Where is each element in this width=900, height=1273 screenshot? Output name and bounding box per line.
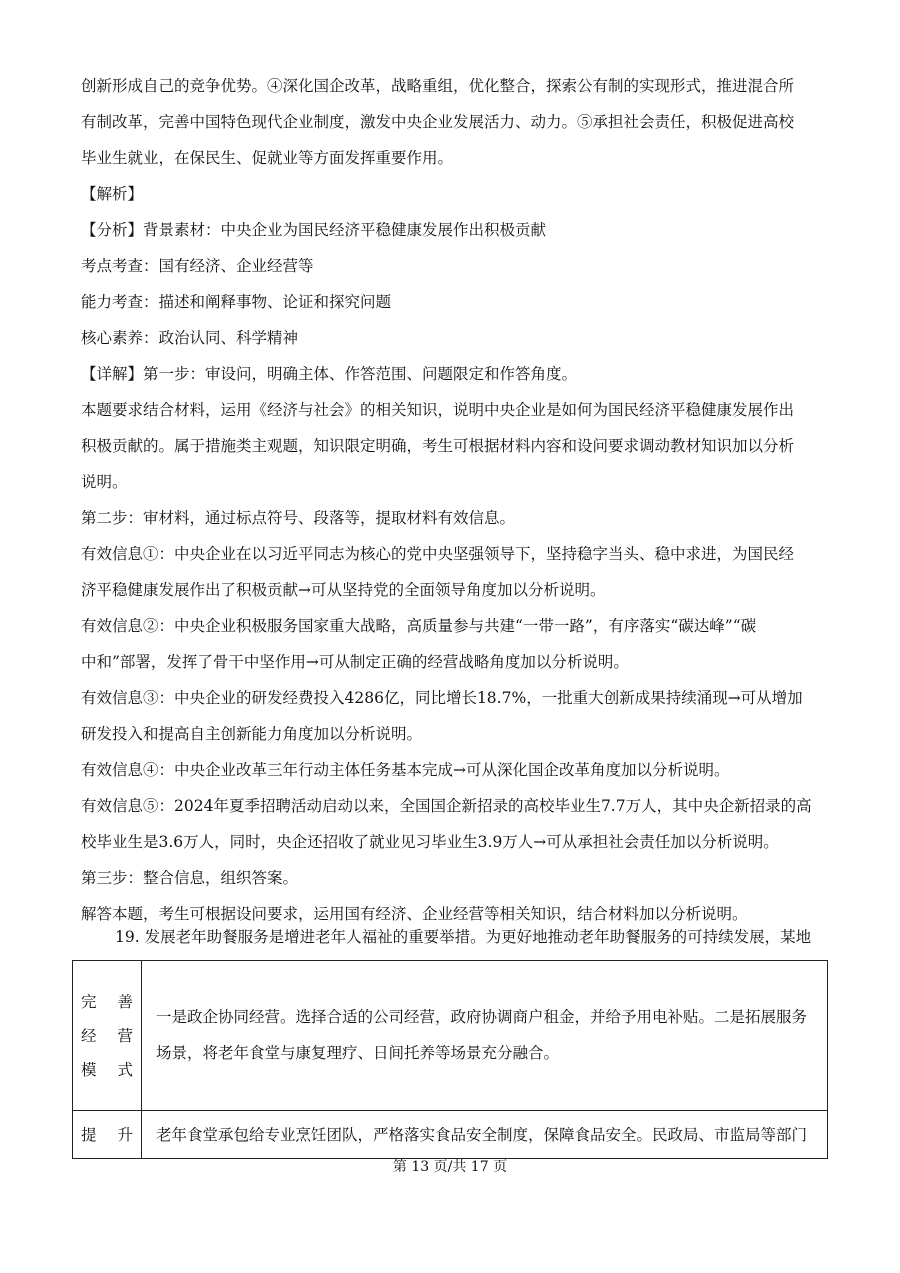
text-line: 有效信息①：中央企业在以习近平同志为核心的党中央坚强领导下，坚持稳字当头、稳中求进，为国民经 xyxy=(81,545,795,563)
row-content-mode xyxy=(142,961,828,1111)
text-line: 毕业生就业，在保民生、促就业等方面发挥重要作用。 xyxy=(81,149,454,167)
label-part: 经 营 xyxy=(81,1026,133,1045)
policy-table xyxy=(72,960,828,1159)
text-line: 积极贡献的。属于措施类主观题，知识限定明确，考生可根据材料内容和设问要求调动教材知识加以分析 xyxy=(81,437,795,455)
analysis-section xyxy=(81,176,821,932)
text-line: 济平稳健康发展作出了积极贡献→可从坚持党的全面领导角度加以分析说明。 xyxy=(81,581,606,599)
text-line: 校毕业生是3.6万人，同时，央企还招收了就业见习毕业生3.9万人→可从承担社会责任加以分析说明。 xyxy=(81,833,779,851)
text-line: 研发投入和提高自主创新能力角度加以分析说明。 xyxy=(81,725,423,743)
row-label-mode xyxy=(73,961,142,1111)
text-line: 中和”部署，发挥了骨干中坚作用→可从制定正确的经营战略角度加以分析说明。 xyxy=(81,653,629,671)
text-line: 能力考查：描述和阐释事物、论证和探究问题 xyxy=(81,293,392,311)
cell-line: 场景，将老年食堂与康复理疗、日间托养等场景充分融合。 xyxy=(156,1043,560,1062)
text-line: 有制改革，完善中国特色现代企业制度，激发中央企业发展活力、动力。⑤承担社会责任，积极促进高校 xyxy=(81,113,795,131)
text-line: 有效信息④：中央企业改革三年行动主体任务基本完成→可从深化国企改革角度加以分析说明。 xyxy=(81,761,730,779)
text-line: 创新形成自己的竞争优势。④深化国企改革，战略重组，优化整合，探索公有制的实现形式，推进混合所 xyxy=(81,77,795,95)
label-part: 提 升 xyxy=(81,1125,133,1144)
cell-line: 一是政企协同经营。选择合适的公司经营，政府协调商户租金，并给予用电补贴。二是拓展服务 xyxy=(156,1007,808,1026)
row-content-improve xyxy=(142,1111,828,1159)
question-19 xyxy=(81,920,826,954)
table-row xyxy=(73,1111,828,1159)
text-line: 考点考查：国有经济、企业经营等 xyxy=(81,257,314,275)
page-footer: 第 13 页/共 17 页 xyxy=(392,1159,508,1175)
label-part: 模式 xyxy=(81,1060,133,1079)
text-line: 【详解】第一步：审设问，明确主体、作答范围、问题限定和作答角度。 xyxy=(81,365,578,383)
cell-line: 老年食堂承包给专业烹饪团队，严格落实食品安全制度，保障食品安全。民政局、市监局等部门 xyxy=(156,1125,808,1144)
text-line: 说明。 xyxy=(81,473,128,491)
text-line: 核心素养：政治认同、科学精神 xyxy=(81,329,299,347)
answer-continuation xyxy=(81,68,821,176)
question-text: 19. 发展老年助餐服务是增进老年人福祉的重要举措。为更好地推动老年助餐服务的可持续发展，某地 xyxy=(115,928,812,946)
text-line: 第三步：整合信息，组织答案。 xyxy=(81,869,299,887)
text-line: 有效信息⑤：2024年夏季招聘活动启动以来，全国国企新招录的高校毕业生7.7万人，其中央企新招录的高 xyxy=(81,797,812,815)
text-line: 有效信息③：中央企业的研发经费投入4286亿，同比增长18.7%，一批重大创新成果持续涌现→可从增加 xyxy=(81,689,803,707)
table-row xyxy=(73,961,828,1111)
row-label-improve xyxy=(73,1111,142,1159)
section-heading: 【解析】 xyxy=(81,185,144,203)
label-part: 完 善 xyxy=(81,992,133,1011)
text-line: 有效信息②：中央企业积极服务国家重大战略，高质量参与共建“一带一路”，有序落实“碳达峰”“碳 xyxy=(81,617,757,635)
text-line: 【分析】背景素材：中央企业为国民经济平稳健康发展作出积极贡献 xyxy=(81,221,547,239)
text-line: 第二步：审材料，通过标点符号、段落等，提取材料有效信息。 xyxy=(81,509,516,527)
text-line: 解答本题，考生可根据设问要求，运用国有经济、企业经营等相关知识，结合材料加以分析说明。 xyxy=(81,905,748,923)
text-line: 本题要求结合材料，运用《经济与社会》的相关知识，说明中央企业是如何为国民经济平稳健康发展作出 xyxy=(81,401,795,419)
